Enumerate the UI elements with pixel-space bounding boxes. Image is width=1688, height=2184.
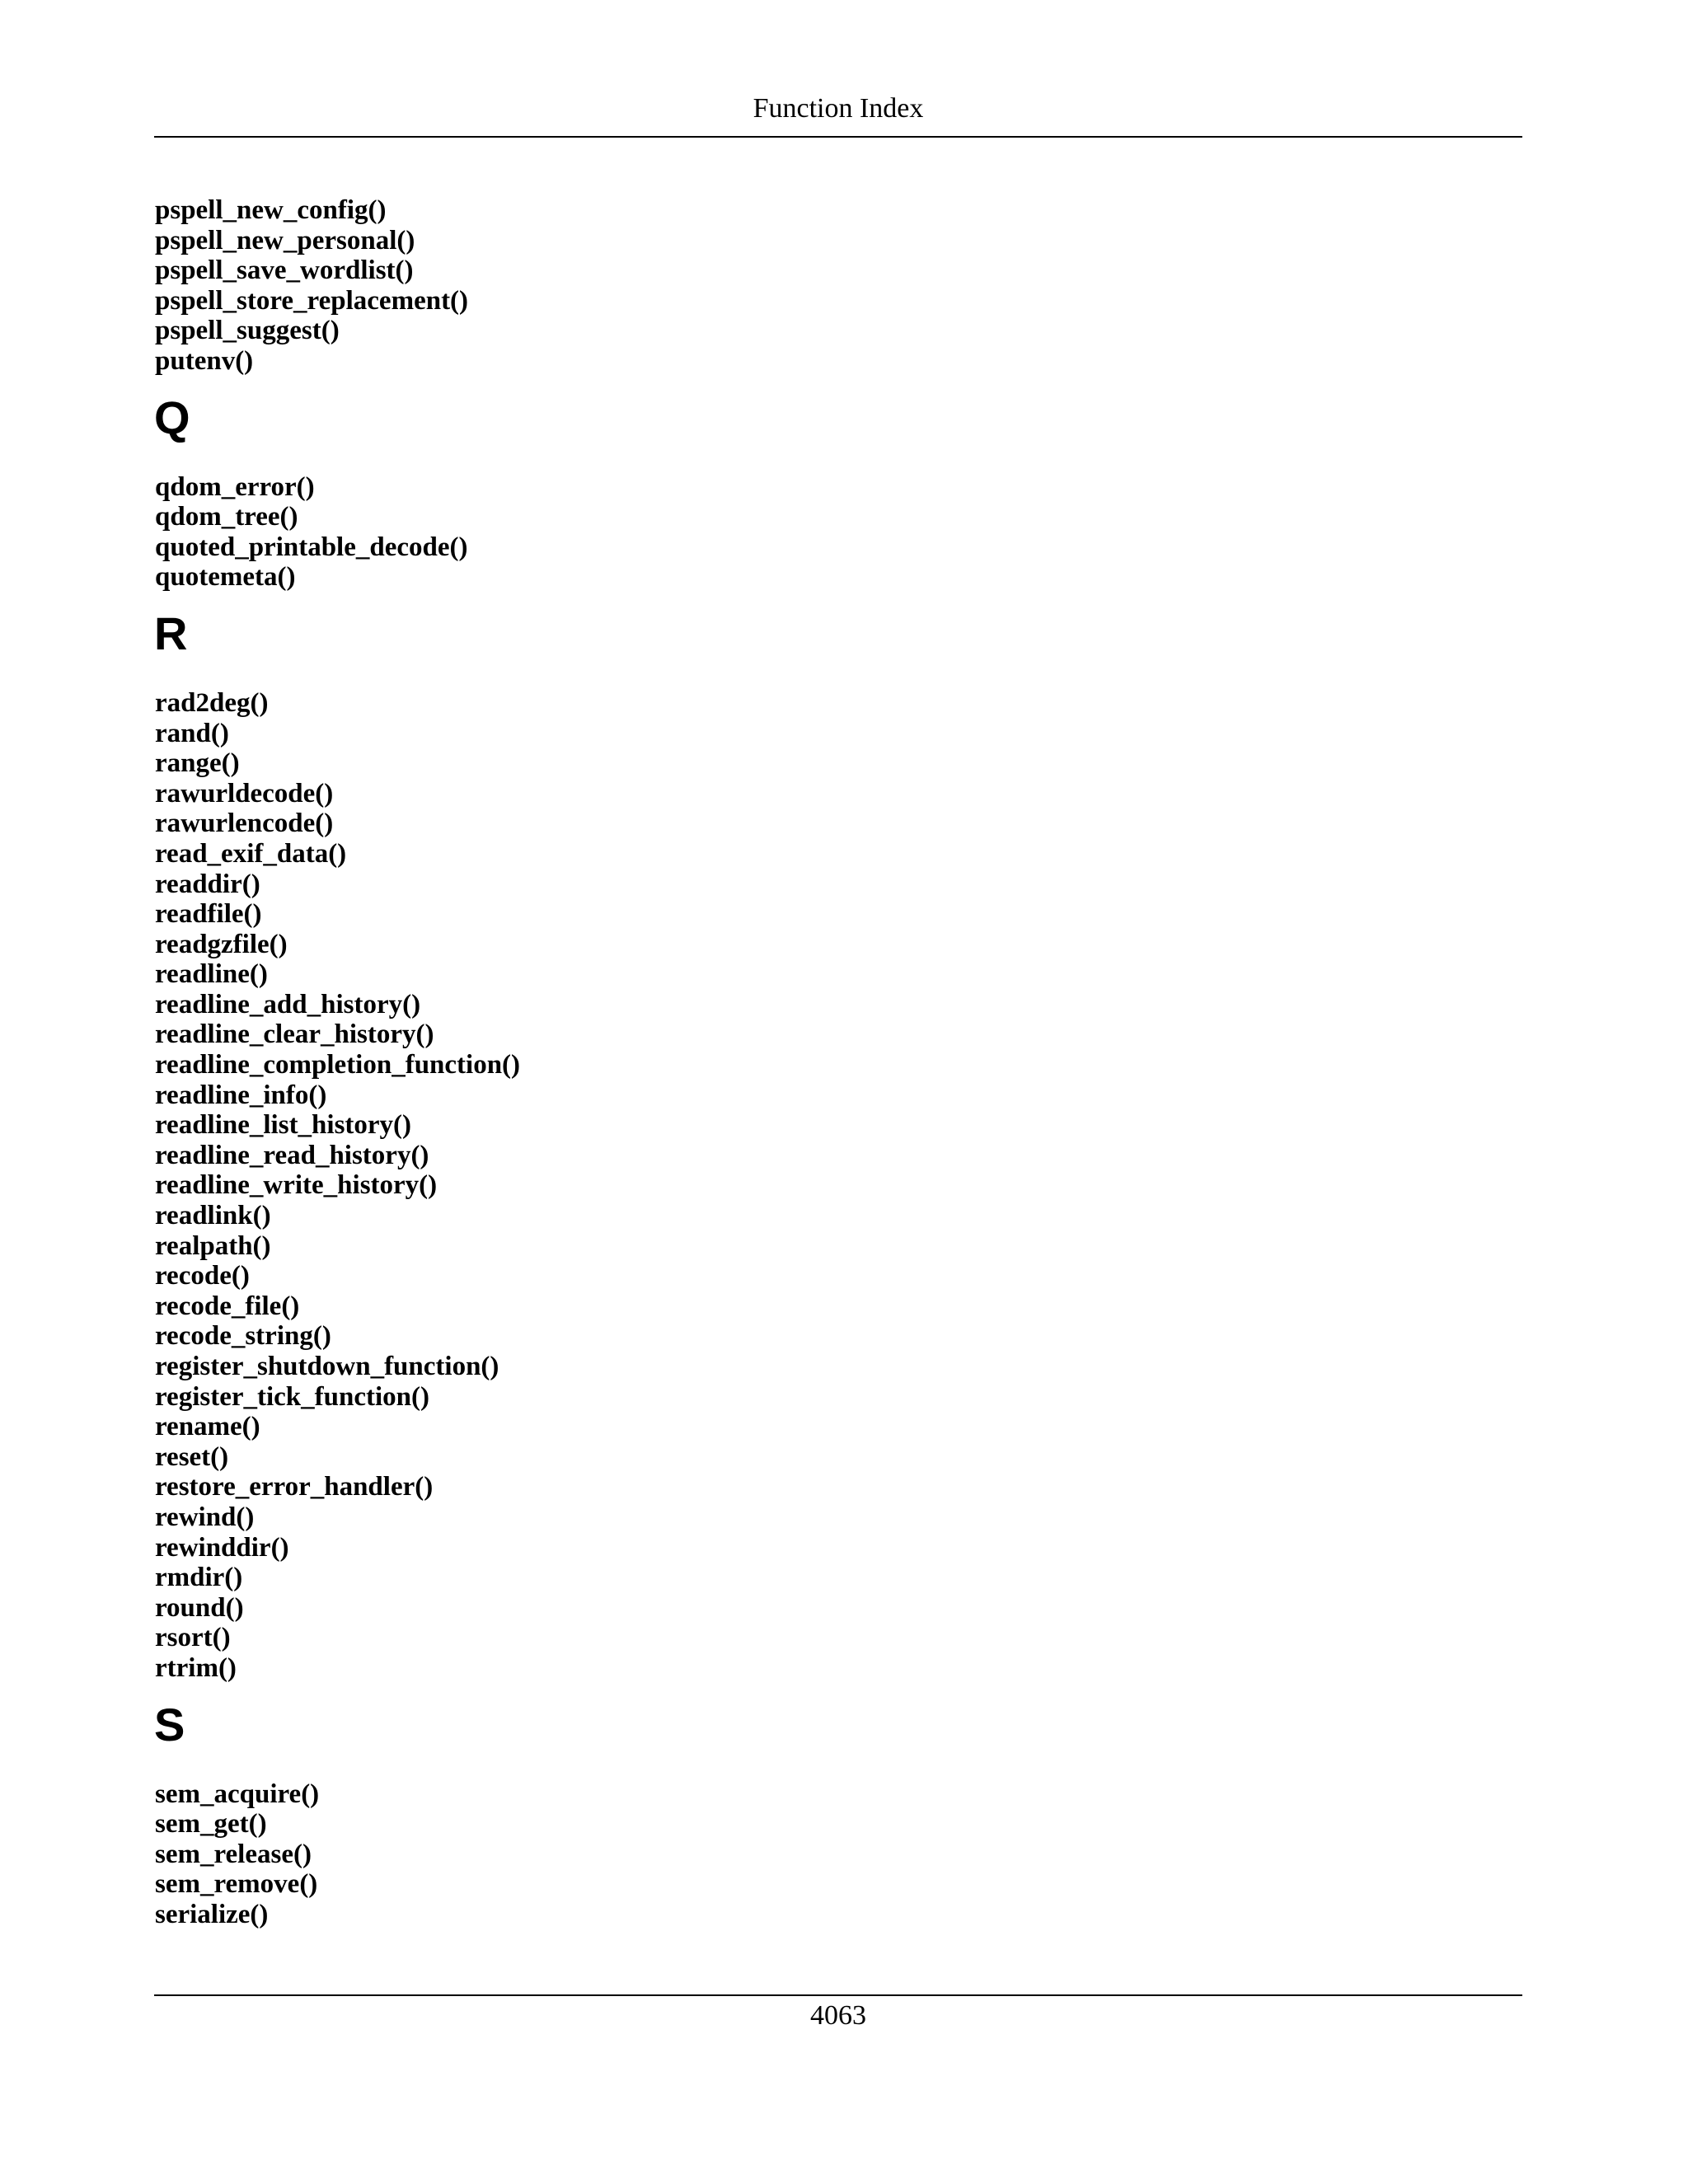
function-link[interactable]: rename() xyxy=(155,1412,260,1442)
function-link[interactable]: quotemeta() xyxy=(155,562,296,593)
function-link[interactable]: rsort() xyxy=(155,1623,231,1653)
function-link[interactable]: realpath() xyxy=(155,1230,271,1261)
section-r xyxy=(155,607,1507,1684)
function-link[interactable]: serialize() xyxy=(155,1899,269,1929)
function-link[interactable]: rewinddir() xyxy=(155,1532,289,1563)
function-link[interactable]: register_tick_function() xyxy=(155,1381,429,1412)
function-link[interactable]: restore_error_handler() xyxy=(155,1472,434,1502)
function-link[interactable]: recode() xyxy=(155,1261,250,1291)
function-link[interactable]: readline_write_history() xyxy=(155,1170,438,1201)
function-link[interactable]: sem_release() xyxy=(155,1839,312,1869)
function-link[interactable]: readline_add_history() xyxy=(155,989,421,1019)
section-heading-s: S xyxy=(154,1698,185,1750)
function-link[interactable]: rad2deg() xyxy=(155,687,269,718)
function-link[interactable]: reset() xyxy=(155,1441,229,1472)
function-link[interactable]: readlink() xyxy=(155,1201,271,1231)
footer-divider xyxy=(154,1994,1522,1996)
function-link[interactable]: sem_remove() xyxy=(155,1869,318,1900)
function-list-p xyxy=(155,195,1507,377)
function-link[interactable]: recode_string() xyxy=(155,1321,331,1352)
function-link[interactable]: pspell_new_config() xyxy=(155,195,387,225)
function-link[interactable]: readline_list_history() xyxy=(155,1110,412,1141)
function-link[interactable]: rawurlencode() xyxy=(155,808,334,839)
section-p xyxy=(155,195,1507,377)
function-list-q xyxy=(155,472,1507,593)
function-link[interactable]: sem_acquire() xyxy=(155,1779,320,1809)
function-link[interactable]: quoted_printable_decode() xyxy=(155,532,468,562)
section-s xyxy=(155,1699,1507,1930)
function-link[interactable]: rawurldecode() xyxy=(155,778,334,808)
function-link[interactable]: pspell_suggest() xyxy=(155,316,340,346)
page-header-title: Function Index xyxy=(753,93,924,124)
function-link[interactable]: round() xyxy=(155,1592,244,1623)
section-heading-q: Q xyxy=(154,391,190,443)
function-link[interactable]: readline() xyxy=(155,959,268,990)
function-link[interactable]: range() xyxy=(155,748,240,779)
header-divider xyxy=(154,136,1522,138)
function-link[interactable]: readfile() xyxy=(155,899,262,930)
function-link[interactable]: sem_get() xyxy=(155,1809,267,1840)
function-link[interactable]: rtrim() xyxy=(155,1652,237,1683)
function-link[interactable]: readline_clear_history() xyxy=(155,1019,434,1050)
function-link[interactable]: rmdir() xyxy=(155,1563,243,1593)
function-link[interactable]: pspell_save_wordlist() xyxy=(155,255,414,286)
function-link[interactable]: rand() xyxy=(155,718,229,748)
function-link[interactable]: readline_info() xyxy=(155,1080,327,1110)
section-heading-r: R xyxy=(154,607,188,659)
function-link[interactable]: putenv() xyxy=(155,345,254,376)
function-link[interactable]: rewind() xyxy=(155,1502,255,1532)
function-link[interactable]: readline_read_history() xyxy=(155,1140,429,1170)
function-link[interactable]: register_shutdown_function() xyxy=(155,1352,499,1381)
function-list-s xyxy=(155,1779,1507,1930)
section-q xyxy=(155,391,1507,593)
function-link[interactable]: readgzfile() xyxy=(155,929,288,959)
function-list-r xyxy=(155,688,1507,1684)
function-link[interactable]: pspell_store_replacement() xyxy=(155,285,469,316)
page-number: 4063 xyxy=(810,2000,866,2031)
function-index-content xyxy=(155,195,1507,1930)
function-link[interactable]: readdir() xyxy=(155,869,260,899)
function-link[interactable]: readline_completion_function() xyxy=(155,1050,521,1080)
function-link[interactable]: qdom_error() xyxy=(155,471,315,502)
function-link[interactable]: qdom_tree() xyxy=(155,502,298,532)
function-link[interactable]: recode_file() xyxy=(155,1291,300,1321)
function-link[interactable]: read_exif_data() xyxy=(155,838,347,869)
function-link[interactable]: pspell_new_personal() xyxy=(155,225,415,255)
